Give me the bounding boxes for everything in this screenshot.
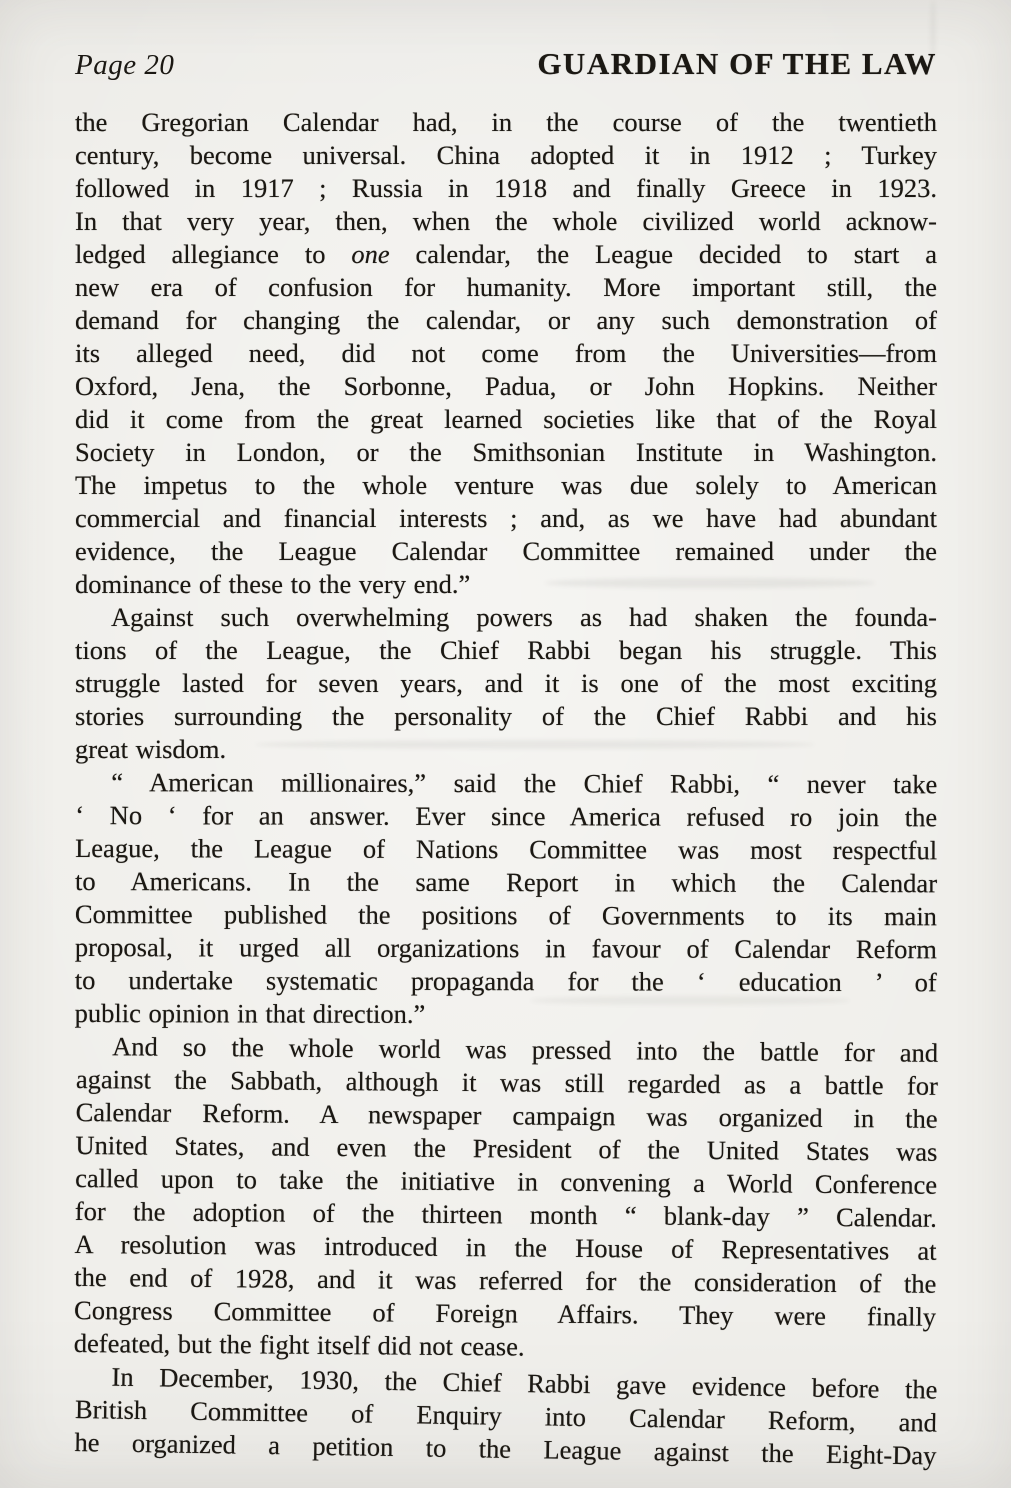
text-line: proposal, it urged all organizations in favour of Calendar Reform	[74, 931, 937, 965]
text-line: evidence, the League Calendar Committee remained under the	[75, 536, 937, 566]
text-line: against the Sabbath, although it was still regarded as a battle for	[75, 1064, 939, 1101]
text-line: did it come from the great learned societies like that of the Royal	[75, 404, 937, 434]
text-line: Against such overwhelming powers as had shaken the founda-	[111, 602, 937, 632]
text-line: the end of 1928, and it was referred for the consideration of the	[74, 1261, 937, 1299]
text-line: to undertake systematic propaganda for the ‘ education ’ of	[74, 964, 937, 998]
text-line: tions of the League, the Chief Rabbi began his struggle. This	[75, 635, 937, 665]
text-line: defeated, but the fight itself did not cease.	[73, 1327, 525, 1362]
text-line: ledged allegiance to one calendar, the League decided to start a	[75, 239, 937, 269]
text-line: struggle lasted for seven years, and it is one of the most exciting	[75, 668, 937, 698]
text-line: dominance of these to the very end.”	[75, 569, 471, 599]
page-text	[73, 106, 939, 1471]
text-line: League, the League of Nations Committee was most respectful	[75, 833, 938, 866]
paragraph	[75, 601, 937, 766]
text-line: to Americans. In the same Report in which the Calendar	[75, 866, 938, 899]
text-line: “ American millionaires,” said the Chief Rabbi, “ never take	[111, 767, 938, 800]
text-line: he organized a petition to the League against the Eight-Day	[74, 1426, 937, 1471]
text-line: And so the whole world was pressed into the battle for and	[112, 1031, 939, 1068]
text-line: In December, 1930, the Chief Rabbi gave evidence before the	[111, 1361, 938, 1405]
text-line: Oxford, Jena, the Sorbonne, Padua, or John Hopkins. Neither	[75, 371, 937, 401]
page-number-label: Page 20	[75, 49, 175, 81]
page-content	[73, 46, 939, 1471]
text-line: followed in 1917 ; Russia in 1918 and finally Greece in 1923.	[75, 173, 937, 203]
text-line: century, become universal. China adopted it in 1912 ; Turkey	[75, 140, 937, 170]
text-line: British Committee of Enquiry into Calendar Reform, and	[74, 1394, 938, 1438]
text-line: demand for changing the calendar, or any such demonstration of	[75, 305, 937, 335]
paragraph	[74, 1360, 937, 1473]
page-header	[75, 46, 937, 82]
text-line: The impetus to the whole venture was due solely to American	[75, 470, 937, 500]
text-line: Society in London, or the Smithsonian Institute in Washington.	[75, 437, 937, 467]
text-line: public opinion in that direction.”	[74, 997, 426, 1029]
text-line: Congress Committee of Foreign Affairs. They were finally	[73, 1294, 937, 1332]
paragraph	[75, 106, 937, 601]
text-line: Calendar Reform. A newspaper campaign was organized in the	[75, 1097, 938, 1134]
running-title: GUARDIAN OF THE LAW	[537, 46, 937, 81]
text-line: ‘ No ‘ for an answer. Ever since America refused ro join the	[75, 800, 938, 833]
text-line: new era of confusion for humanity. More important still, the	[75, 272, 937, 302]
text-line: stories surrounding the personality of the Chief Rabbi and his	[75, 701, 937, 731]
paragraph	[75, 766, 938, 1032]
text-line: In that very year, then, when the whole civilized world acknow-	[75, 206, 937, 236]
text-line: great wisdom.	[75, 734, 227, 764]
text-line: for the adoption of the thirteen month “ blank-day ” Calendar.	[74, 1196, 937, 1233]
paragraph	[74, 1030, 939, 1367]
text-line: United States, and even the President of the United States was	[75, 1130, 938, 1167]
text-line: the Gregorian Calendar had, in the course of the twentieth	[75, 107, 937, 137]
text-line: Committee published the positions of Governments to its main	[74, 899, 937, 932]
text-line: its alleged need, did not come from the Universities—from	[75, 338, 937, 368]
text-line: A resolution was introduced in the House of Representatives at	[74, 1228, 937, 1266]
text-line: commercial and financial interests ; and, as we have had abundant	[75, 503, 937, 533]
text-line: called upon to take the initiative in convening a World Conference	[75, 1163, 938, 1200]
